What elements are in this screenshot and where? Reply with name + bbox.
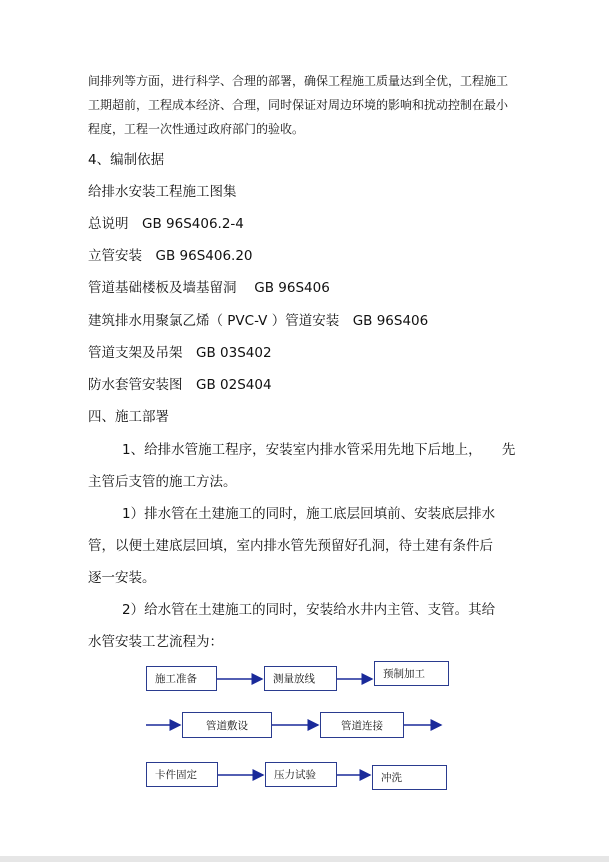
step-pipe-connection: 管道连接: [320, 712, 404, 738]
basis-item-5: 建筑排水用聚氯乙烯（ PVC-V ）管道安装 GB 96S406: [88, 313, 429, 329]
intro-line-2: 工期超前，工程成本经济、合理，同时保证对周边环境的影响和扰动控制在最小: [88, 98, 509, 112]
step-flushing: 冲洗: [372, 765, 447, 790]
deploy-p3-line1: 2）给水管在土建施工的同时，安装给水井内主管、支管。其给: [122, 602, 496, 618]
deploy-p1-line2: 主管后支管的施工方法。: [88, 474, 237, 490]
step-prefab: 预制加工: [374, 661, 449, 686]
intro-line-1: 间排列等方面，进行科学、合理的部署，确保工程施工质量达到全优，工程施工: [88, 74, 509, 88]
step-pipe-laying: 管道敷设: [182, 712, 272, 738]
step-construction-prep: 施工准备: [146, 666, 217, 691]
basis-item-2: 总说明 GB 96S406.2-4: [88, 216, 244, 232]
section-4-heading: 4、编制依据: [88, 152, 165, 168]
step-survey-layout: 测量放线: [264, 666, 337, 691]
section-four-heading: 四、施工部署: [88, 409, 169, 425]
deploy-p2-line3: 逐一安装。: [88, 570, 156, 586]
deploy-p1-line1: 1、给排水管施工程序，安装室内排水管采用先地下后地上， 先: [122, 442, 516, 458]
basis-item-7: 防水套管安装图 GB 02S404: [88, 377, 272, 393]
page-bottom-edge: [0, 856, 609, 862]
deploy-p3-line2: 水管安装工艺流程为：: [88, 634, 223, 650]
deploy-p2-line2: 管，以便土建底层回填，室内排水管先预留好孔洞，待土建有条件后: [88, 538, 493, 554]
basis-item-4: 管道基础楼板及墙基留洞 GB 96S406: [88, 280, 330, 296]
deploy-p2-line1: 1）排水管在土建施工的同时，施工底层回填前、安装底层排水: [122, 506, 496, 522]
basis-item-1: 给排水安装工程施工图集: [88, 184, 237, 200]
step-pressure-test: 压力试验: [265, 762, 337, 787]
step-clamp-fixing: 卡件固定: [146, 762, 218, 787]
basis-item-6: 管道支架及吊架 GB 03S402: [88, 345, 272, 361]
intro-line-3: 程度，工程一次性通过政府部门的验收。: [88, 122, 305, 136]
basis-item-3: 立管安装 GB 96S406.20: [88, 248, 253, 264]
